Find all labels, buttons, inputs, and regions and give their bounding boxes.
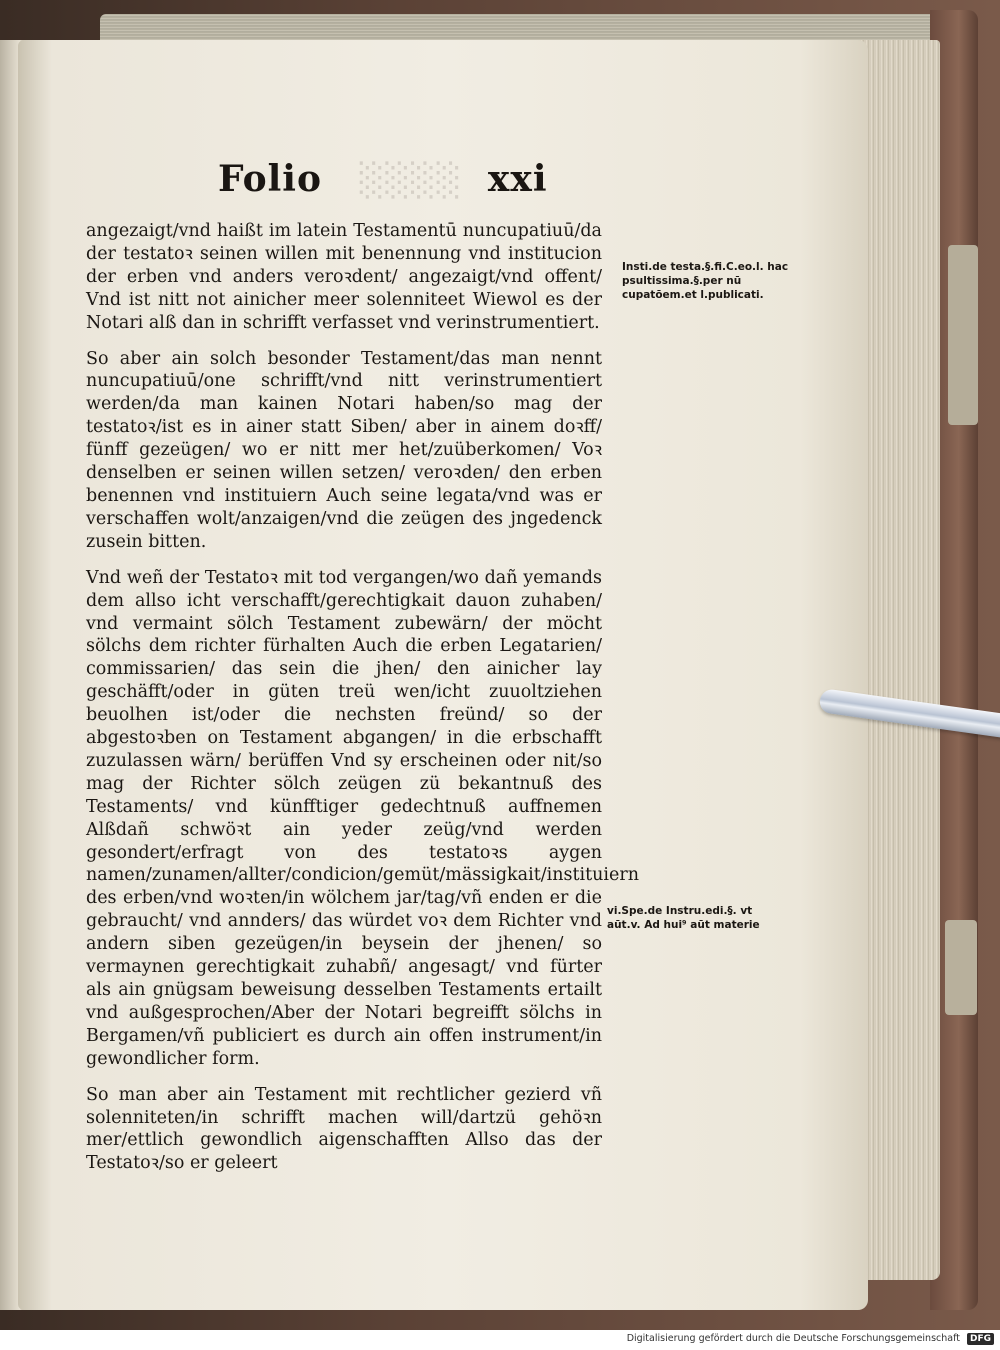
margin-note: vi.Spe.de Instru.edi.§. vt aūt.v. Ad hui⁹ aūt materie: [607, 905, 760, 931]
paragraph: So man aber ain Testament mit rechtlicher gezierd vñ solenniteten/in schrifft machen will/dartzü gehöꝛn mer/ettlich gewondlich aigenschafften Allso das der Testatoꝛ/so er geleert: [86, 1084, 602, 1174]
paragraph: angezaigt/vnd haißt im latein Testamentū nuncupatiuū/da der testatoꝛ seinen willen mit benennung vnd institucion der erben vnd anders veroꝛdent/ angezaigt/vnd offent/ Vnd ist nitt not ainicher meer solenniteet Wiewol es der Notari alß dan in schrifft verfasset vnd verinstrumentiert.: [86, 221, 602, 333]
folio-header: [218, 158, 548, 200]
margin-note: Insti.de testa.§.fi.C.eo.l. hac psultissima.§.per nū cupatōem.et l.publicati.: [622, 261, 789, 301]
funding-credit: Digitalisierung gefördert durch die Deutsche Forschungsgemeinschaft: [626, 1333, 960, 1344]
folio-number: xxi: [487, 158, 548, 200]
footer-bar: [0, 1330, 1000, 1350]
bookmark-tab: [945, 920, 977, 1015]
bookmark-tab: [948, 245, 978, 425]
paragraph: Vnd weñ der Testatoꝛ mit tod vergangen/wo dañ yemands dem allso icht verschafft/gerechtigkait dauon zuhaben/ vnd vermaint sölch Testament zubewärn/ der möcht sölchs dem richter fürhalten Auch die erben Legatarien/ commissarien/ das sein die jhen/ den ainicher lay geschäfft/oder in güten treü wen/icht zuuoltziehen beuolhen ist/oder die nechsten freünd/ so der abgestoꝛben on Testament abgangen/ in die erbschafft zuzulassen wärn/ berüffen Vnd sy erscheinen oder nit/so mag der Richter sölch zeügen zü bekantnuß des Testaments/ vnd künfftiger gedechtnuß auffnemen Alßdañ schwöꝛt ain yeder zeüg/vnd werden gesondert/erfragt von des testatoꝛs aygen namen/zunamen/allter/condicion/gemüt/mässigkait/instituiern des erben/vnd woꝛten/in wölchem jar/tag/vñ enden er die gebraucht/ vnd annders/ das würdet voꝛ dem Richter vnd andern siben gezeügen/in beysein der jhenen/ so vermaynen gerechtigkait zuhabñ/ angesagt/ vnd fürter als ain gnügsam beweisung desselben Testaments ertailt vnd außgesprochen/Aber der Notari begreifft sölchs in Bergamen/vñ publiciert es durch ain offen instrument/in gewondlicher form.: [86, 567, 639, 1069]
folio-label: Folio: [218, 158, 322, 200]
show-through-text: ░░░░: [335, 161, 475, 199]
body-text: [86, 220, 639, 1188]
dfg-logo: DFG: [967, 1333, 994, 1345]
paragraph: So aber ain solch besonder Testament/das man nennt nuncupatiuū/one schrifft/vnd nitt verinstrumentiert werden/da man kainen Notari haben/so mag der testatoꝛ/ist es in ainer statt Siben/ aber in ainem doꝛff/ fünff gezeügen/ wo er nitt mer het/zuüberkomen/ Voꝛ denselben er seinen willen setzen/ veroꝛden/ den erben benennen vnd instituiern Auch seine legata/vnd was er verschaffen wolt/anzaigen/vnd die zeügen des jngedenck zusein bitten.: [86, 348, 602, 552]
